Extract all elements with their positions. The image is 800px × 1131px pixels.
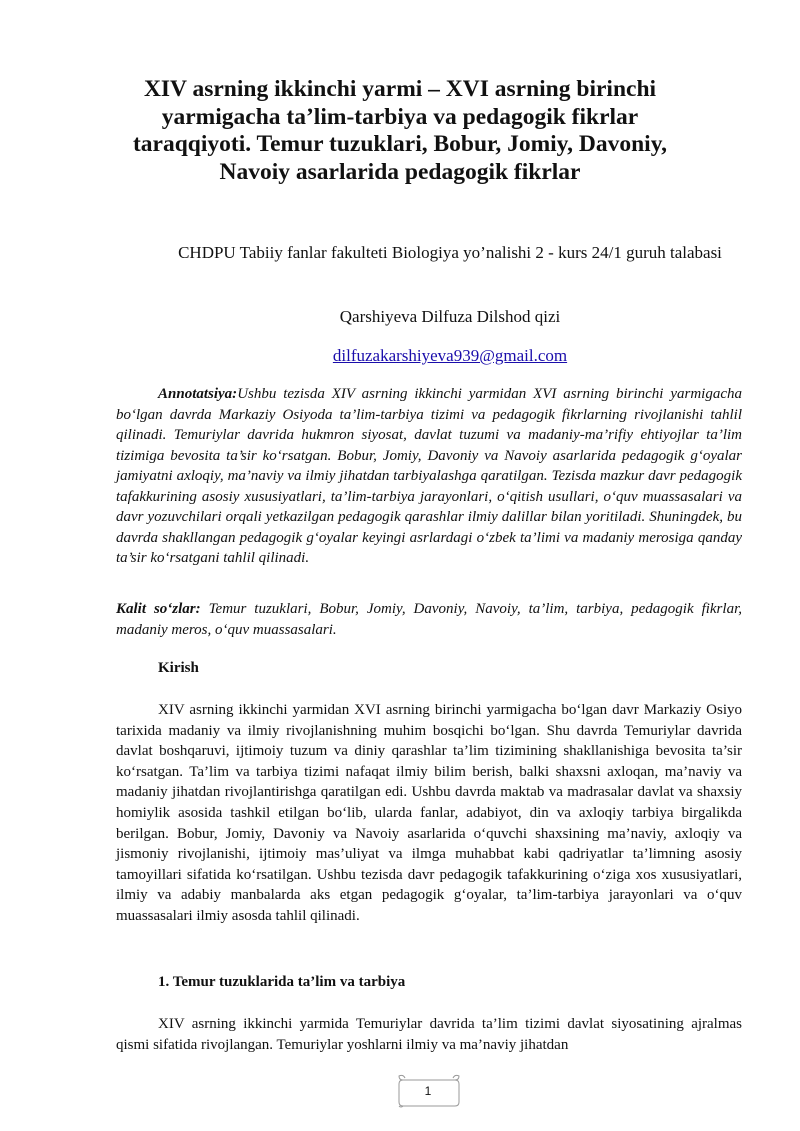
keywords-label: Kalit so‘zlar: <box>116 601 201 617</box>
author-affiliation: CHDPU Tabiiy fanlar fakulteti Biologiya yo’nalishi 2 - kurs 24/1 guruh talabasi <box>178 243 722 262</box>
page-number: 1 <box>424 1084 432 1098</box>
author-email <box>100 345 800 367</box>
abstract-paragraph <box>116 384 742 569</box>
email-link[interactable]: dilfuzakarshiyeva939@gmail.com <box>332 346 568 365</box>
page-number-scroll <box>397 1074 461 1106</box>
section-paragraph: XIV asrning ikkinchi yarmida Temuriylar davrida ta’lim tizimi davlat siyosatining ajralmas qismi sifatida rivojlangan. Temuriylar yoshlarni ilmiy va ma’naviy jihatdan <box>116 1016 742 1053</box>
section-heading: 1. Temur tuzuklarida ta’lim va tarbiya <box>158 974 406 990</box>
author-name: Qarshiyeva Dilfuza Dilshod qizi <box>339 307 561 326</box>
paper-title: XIV asrning ikkinchi yarmi – XVI asrning birinchi yarmigacha ta’lim-tarbiya va pedagogik fikrlar taraqqiyoti. Temur tuzuklari, Bobur, Jomiy, Davoniy, Navoiy asarlarida pedagogik fikrlar <box>132 76 668 185</box>
keywords-paragraph <box>116 599 742 640</box>
intro-heading: Kirish <box>158 660 199 676</box>
keywords-text: Temur tuzuklari, Bobur, Jomiy, Davoniy, Navoiy, ta’lim, tarbiya, pedagogik fikrlar, madaniy meros, o‘quv muassasalari. <box>116 601 742 638</box>
intro-paragraph: XIV asrning ikkinchi yarmidan XVI asrning birinchi yarmigacha bo‘lgan davr Markaziy Osiyo tarixida madaniy va ilmiy rivojlanishning muhim bosqichi bo‘lgan. Shu davrda Temuriylar davrida davlat boshqaruvi, ijtimoiy tuzum va diniy qarashlar ta’lim tizimining shakllanishiga bevosita ta’sir ko‘rsatgan. Ta’lim va tarbiya tizimi nafaqat ilmiy bilim berish, balki shaxsni axloqan, ma’naviy va madaniy jihatdan rivojlantirishga qaratilgan edi. Ushbu davrda maktab va madrasalar davlat va shaxsiy homiylik asosida tashkil etilgan bo‘lib, ularda fanlar, adabiyot, din va axloqiy tarbiya birgalikda berilgan. Bobur, Jomiy, Davoniy va Navoiy asarlarida o‘quvchi shaxsining ma’naviy, axloqiy va jismoniy rivojlanishi, ijtimoiy mas’uliyat va ilmga muhabbat kabi qadriyatlar ta’limning asosiy tamoyillari sifatida ko‘rsatilgan. Ushbu tezisda davr pedagogik tafakkurining o‘ziga xos xususiyatlari, ilmiy va adabiy manbalarda aks etgan pedagogik g‘oyalar, ta’lim-tarbiya jarayonlari va o‘quv muassasalari ilmiy asosda tahlil qilinadi. <box>116 702 742 924</box>
abstract-label: Annotatsiya: <box>158 386 238 402</box>
abstract-text: Ushbu tezisda XIV asrning ikkinchi yarmidan XVI asrning birinchi yarmigacha bo‘lgan davrda Markaziy Osiyoda ta’lim-tarbiya tizimi va pedagogik fikrlarning rivojlanishi tahlil qilinadi. Temuriylar davrida hukmron siyosat, davlat tuzumi va madaniy-ma’rifiy ehtiyojlar ta’lim tizimiga bevosita ta’sir ko‘rsatgan. Bobur, Jomiy, Davoniy va Navoiy asarlarida pedagogik g‘oyalar jamiyatni axloqiy, ma’naviy va ilmiy jihatdan tarbiyalashga qaratilgan. Tezisda mazkur davr pedagogik tafakkurining asosiy xususiyatlari, ta’lim-tarbiya jarayonlari, o‘qitish usullari, o‘quv muassasalari va davr yozuvchilari orqali yetkazilgan pedagogik qarashlar ilmiy dalillar bilan yoritiladi. Shuningdek, bu davrda shakllangan pedagogik g‘oyalar keyingi asrlardagi o‘zbek ta’limi va madaniy merosiga qanday ta’sir ko‘rsatgani tahlil qilinadi. <box>116 386 742 566</box>
